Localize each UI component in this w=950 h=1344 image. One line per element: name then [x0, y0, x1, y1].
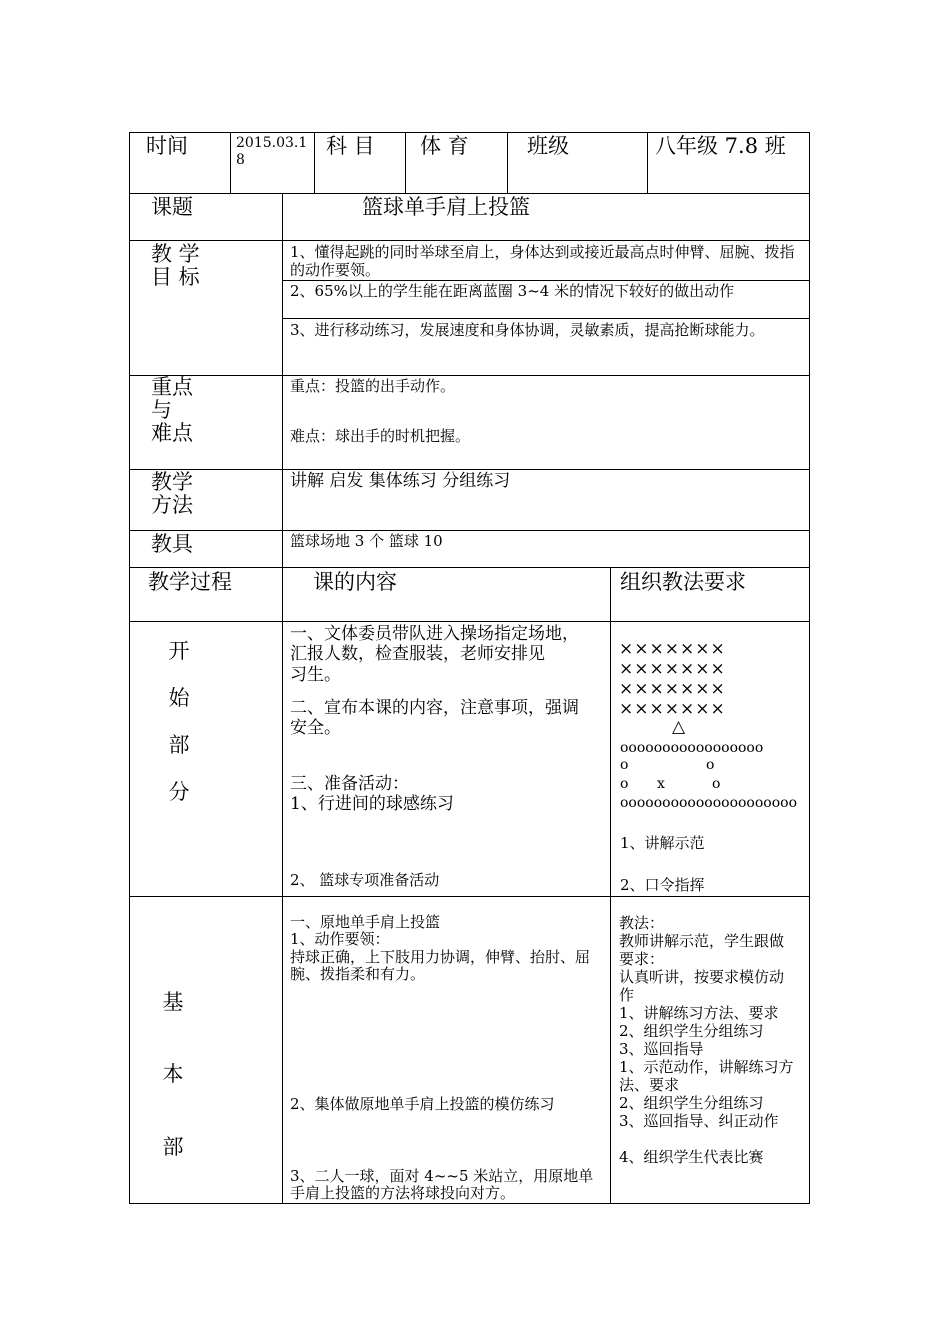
goal-item-2: 2、65%以上的学生能在距离蓝圈 3~4 米的情况下较好的做出动作	[290, 282, 735, 300]
start-org-1: 1、讲解示范	[620, 834, 705, 852]
circle-formation-side: o	[706, 757, 715, 773]
teacher-triangle-icon: △	[672, 717, 686, 737]
row-divider	[282, 318, 810, 319]
row-divider	[129, 240, 810, 241]
goals-label: 教 学 目 标	[151, 242, 200, 290]
basic-section-label: 基 本 部	[162, 990, 184, 1159]
col-divider	[507, 132, 508, 194]
formation-row: ×××××××	[619, 699, 726, 719]
subject-value: 体 育	[420, 134, 469, 158]
class-label: 班级	[527, 134, 569, 158]
subject-label: 科 目	[326, 134, 375, 158]
table-border-right	[809, 132, 810, 1204]
method-value: 讲解 启发 集体练习 分组练习	[290, 471, 511, 491]
row-divider	[129, 469, 810, 470]
process-col2-header: 课的内容	[313, 570, 397, 594]
start-org-2: 2、口令指挥	[620, 876, 705, 894]
start-section-label: 开 始 部 分	[168, 639, 190, 805]
difficulty-point: 难点：球出手的时机把握。	[290, 427, 471, 445]
topic-label: 课题	[151, 195, 193, 219]
basic-org: 教法： 教师讲解示范，学生跟做 要求： 认真听讲，按要求模仿动 作 1、讲解练习方法、要求 2、组织学生分组练习 3、巡回指导 1、示范动作，讲解练习方 法、要求 2、组织学生分组练习 3、巡回指导、纠正动作 4、组织学生代表比赛	[619, 914, 794, 1166]
process-col3-header: 组织教法要求	[620, 570, 746, 594]
key-point: 重点：投篮的出手动作。	[290, 377, 456, 395]
row-divider	[129, 375, 810, 376]
time-label: 时间	[146, 134, 188, 158]
col-divider	[314, 132, 315, 194]
class-value: 八年级 7.8 班	[655, 134, 786, 158]
formation-row: ×××××××	[619, 639, 726, 659]
row-divider	[282, 280, 810, 281]
equipment-label: 教具	[151, 532, 193, 556]
start-content-2: 二、宣布本课的内容，注意事项，强调 安全。	[290, 698, 579, 739]
col-divider	[610, 567, 611, 1204]
row-divider	[129, 896, 810, 897]
circle-formation-bottom: ooooooooooooooooooooo	[620, 795, 798, 811]
basic-content-1: 一、原地单手肩上投篮 1、动作要领： 持球正确，上下肢用力协调，伸臂、抬肘、屈 腕、拨指柔和有力。	[290, 913, 591, 983]
time-value: 2015.03.1 8	[236, 135, 308, 168]
basic-content-3: 3、二人一球，面对 4~~5 米站立，用原地单 手肩上投篮的方法将球投向对方。	[290, 1167, 594, 1203]
topic-value: 篮球单手肩上投篮	[362, 195, 530, 219]
process-col1-header: 教学过程	[148, 570, 232, 594]
table-border-left	[129, 132, 130, 1204]
col-divider	[405, 132, 406, 194]
table-border-bottom	[129, 1203, 810, 1204]
start-content-1: 一、文体委员带队进入操场指定场地， 汇报人数，检查服装，老师安排见 习生。	[290, 624, 579, 685]
row-divider	[129, 621, 810, 622]
formation-row: ×××××××	[619, 679, 726, 699]
equipment-value: 篮球场地 3 个 篮球 10	[290, 532, 443, 550]
goal-item-3: 3、进行移动练习，发展速度和身体协调，灵敏素质，提高抢断球能力。	[290, 321, 765, 339]
start-content-4: 2、 篮球专项准备活动	[290, 871, 440, 889]
circle-formation-side: o	[620, 776, 629, 792]
goal-item-1: 1、懂得起跳的同时举球至肩上，身体达到或接近最高点时伸臂、屈腕、拨指的动作要领。	[290, 243, 795, 279]
col-divider	[230, 132, 231, 194]
circle-formation-center: x	[657, 776, 665, 792]
circle-formation-side: o	[620, 757, 629, 773]
basic-content-2: 2、集体做原地单手肩上投篮的模仿练习	[290, 1095, 555, 1113]
start-content-3: 三、准备活动： 1、行进间的球感练习	[290, 774, 454, 815]
formation-row: ×××××××	[619, 659, 726, 679]
table-border-top	[129, 132, 810, 133]
key-points-label: 重点 与 难点	[151, 375, 193, 446]
row-divider	[129, 530, 810, 531]
circle-formation-top: ooooooooooooooooo	[620, 740, 764, 756]
row-divider	[129, 567, 810, 568]
col-divider	[282, 193, 283, 1204]
col-divider	[647, 132, 648, 194]
row-divider	[129, 193, 810, 194]
circle-formation-side: o	[712, 776, 721, 792]
method-label: 教学 方法	[151, 470, 193, 518]
